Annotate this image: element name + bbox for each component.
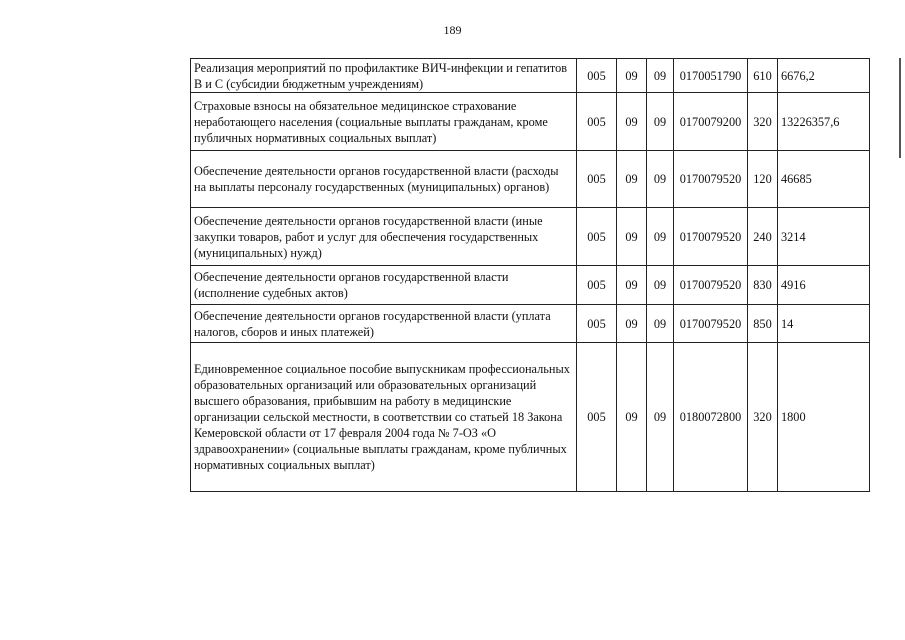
ministry-code: 005: [577, 59, 617, 93]
budget-table: [190, 58, 870, 492]
row-description: Страховые взносы на обязательное медицинское страхование неработающего населения (социальные выплаты гражданам, кроме публичных нормативных социальных выплат): [191, 93, 577, 151]
target-article-code: 0170079200: [674, 93, 748, 151]
table-row: [191, 151, 870, 208]
expense-type-code: 610: [748, 59, 778, 93]
row-description: Обеспечение деятельности органов государственной власти (уплата налогов, сборов и иных платежей): [191, 305, 577, 343]
subsection-code: 09: [647, 59, 674, 93]
scan-edge-mark: [899, 58, 901, 158]
target-article-code: 0170079520: [674, 208, 748, 266]
table-row: [191, 343, 870, 492]
section-code: 09: [617, 208, 647, 266]
expense-type-code: 320: [748, 343, 778, 492]
ministry-code: 005: [577, 266, 617, 305]
target-article-code: 0170079520: [674, 266, 748, 305]
amount: 4916: [778, 266, 870, 305]
target-article-code: 0180072800: [674, 343, 748, 492]
ministry-code: 005: [577, 343, 617, 492]
amount: 3214: [778, 208, 870, 266]
table-row: [191, 208, 870, 266]
row-description: Обеспечение деятельности органов государственной власти (расходы на выплаты персоналу государственных (муниципальных) органов): [191, 151, 577, 208]
page-number: 189: [443, 23, 462, 37]
target-article-code: 0170079520: [674, 151, 748, 208]
table-row: [191, 93, 870, 151]
subsection-code: 09: [647, 266, 674, 305]
table-row: [191, 266, 870, 305]
ministry-code: 005: [577, 208, 617, 266]
table-row: [191, 305, 870, 343]
row-description: Реализация мероприятий по профилактике ВИЧ-инфекции и гепатитов В и С (субсидии бюджетным учреждениям): [191, 59, 577, 93]
section-code: 09: [617, 93, 647, 151]
subsection-code: 09: [647, 305, 674, 343]
ministry-code: 005: [577, 151, 617, 208]
amount: 14: [778, 305, 870, 343]
section-code: 09: [617, 343, 647, 492]
row-description: Обеспечение деятельности органов государственной власти (исполнение судебных актов): [191, 266, 577, 305]
section-code: 09: [617, 59, 647, 93]
section-code: 09: [617, 151, 647, 208]
target-article-code: 0170051790: [674, 59, 748, 93]
row-description: Единовременное социальное пособие выпускникам профессиональных образовательных организаций или образовательных организаций высшего образования, прибывшим на работу в медицинские организации сельской местности, в соответствии со статьей 18 Закона Кемеровской области от 17 февраля 2004 года № 7-ОЗ «О здравоохранении» (социальные выплаты гражданам, кроме публичных нормативных социальных выплат): [191, 343, 577, 492]
ministry-code: 005: [577, 305, 617, 343]
expense-type-code: 240: [748, 208, 778, 266]
amount: 1800: [778, 343, 870, 492]
expense-type-code: 120: [748, 151, 778, 208]
section-code: 09: [617, 305, 647, 343]
amount: 6676,2: [778, 59, 870, 93]
section-code: 09: [617, 266, 647, 305]
expense-type-code: 850: [748, 305, 778, 343]
expense-type-code: 830: [748, 266, 778, 305]
subsection-code: 09: [647, 343, 674, 492]
row-description: Обеспечение деятельности органов государственной власти (иные закупки товаров, работ и услуг для обеспечения государственных (муниципальных) нужд): [191, 208, 577, 266]
target-article-code: 0170079520: [674, 305, 748, 343]
subsection-code: 09: [647, 151, 674, 208]
expense-type-code: 320: [748, 93, 778, 151]
amount: 46685: [778, 151, 870, 208]
subsection-code: 09: [647, 208, 674, 266]
table-row: [191, 59, 870, 93]
subsection-code: 09: [647, 93, 674, 151]
amount: 13226357,6: [778, 93, 870, 151]
ministry-code: 005: [577, 93, 617, 151]
